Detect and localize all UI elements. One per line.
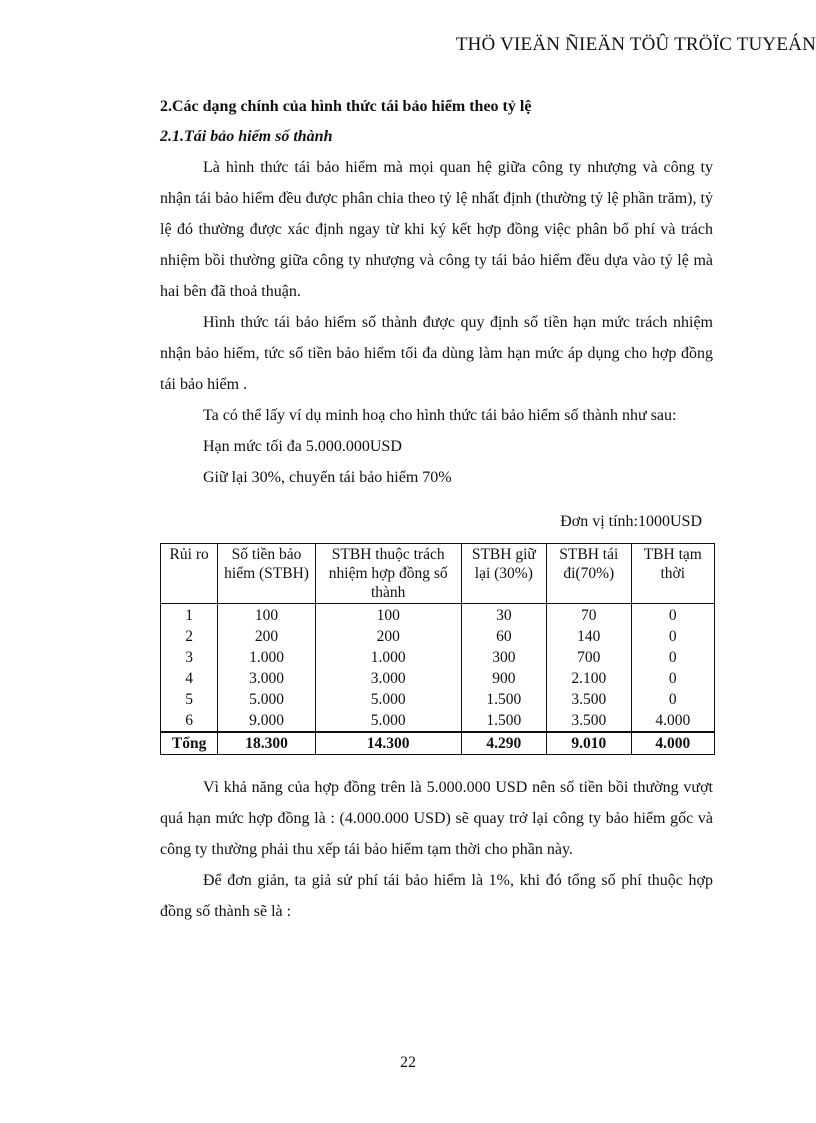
column-header: TBH tạm thời [631, 544, 715, 604]
table-cell: 4 [161, 668, 218, 689]
table-row [161, 710, 715, 732]
document-body [160, 92, 713, 927]
paragraph: Hình thức tái bảo hiểm số thành được quy định số tiền hạn mức trách nhiệm nhận bảo hiểm, tức số tiền bảo hiểm tối đa dùng làm hạn mức áp dụng cho hợp đồng tái bảo hiểm . [160, 314, 713, 393]
table-cell: 900 [461, 668, 546, 689]
table-cell: 9.000 [218, 710, 316, 732]
table-cell: 1.000 [315, 647, 461, 668]
table-header-row [161, 544, 715, 604]
table-row [161, 668, 715, 689]
table-cell: 18.300 [218, 732, 316, 755]
table-cell: 1.500 [461, 689, 546, 710]
paragraph: Để đơn giản, ta giả sử phí tái bảo hiểm là 1%, khi đó tổng số phí thuộc hợp đồng số thành sẽ là : [160, 872, 713, 920]
table-cell: 1.500 [461, 710, 546, 732]
table-cell: 100 [315, 604, 461, 627]
table-row [161, 626, 715, 647]
table-cell: 1.000 [218, 647, 316, 668]
table-cell: 300 [461, 647, 546, 668]
table-cell: 3.000 [315, 668, 461, 689]
table-cell: 9.010 [547, 732, 631, 755]
table-cell: 5.000 [315, 710, 461, 732]
table-cell: 60 [461, 626, 546, 647]
column-header: STBH giữ lại (30%) [461, 544, 546, 604]
table-cell: 200 [315, 626, 461, 647]
table-cell: 0 [631, 604, 715, 627]
table-cell: 4.290 [461, 732, 546, 755]
table-row [161, 689, 715, 710]
table-cell: 0 [631, 626, 715, 647]
column-header: STBH thuộc trách nhiệm hợp đồng số thành [315, 544, 461, 604]
table-cell: 5.000 [218, 689, 316, 710]
table-cell: 0 [631, 689, 715, 710]
table-cell: 6 [161, 710, 218, 732]
table-row [161, 604, 715, 627]
table-cell: 70 [547, 604, 631, 627]
page-number: 22 [400, 1054, 416, 1071]
table-cell: 0 [631, 668, 715, 689]
subsection-title: 2.1.Tái bảo hiểm số thành [160, 128, 333, 145]
reinsurance-table [160, 543, 715, 755]
example-limit-line: Hạn mức tối đa 5.000.000USD [203, 438, 402, 455]
unit-note: Đơn vị tính:1000USD [560, 513, 702, 530]
column-header: STBH tái đi(70%) [547, 544, 631, 604]
table-cell: 0 [631, 647, 715, 668]
table-cell: 3.500 [547, 710, 631, 732]
table-row [161, 647, 715, 668]
table-cell: 3.000 [218, 668, 316, 689]
paragraph: Vì khả năng của hợp đồng trên là 5.000.000 USD nên số tiền bồi thường vượt quá hạn mức hợp đồng là : (4.000.000 USD) sẽ quay trở lại công ty bảo hiểm gốc và công ty thường phải thu xếp tái bảo hiểm tạm thời cho phần này. [160, 779, 713, 858]
table-cell: 700 [547, 647, 631, 668]
table-cell: 4.000 [631, 710, 715, 732]
paragraph: Là hình thức tái bảo hiểm mà mọi quan hệ giữa công ty nhượng và công ty nhận tái bảo hiểm đều được phân chia theo tỷ lệ nhất định (thường tỷ lệ phần trăm), tỷ lệ đó thường được xác định ngay từ khi ký kết hợp đồng việc phân bổ phí và trách nhiệm bồi thường giữa công ty nhượng và công ty tái bảo hiểm đều dựa vào tỷ lệ mà hai bên đã thoả thuận. [160, 159, 713, 300]
table-cell: 14.300 [315, 732, 461, 755]
table-cell: 3 [161, 647, 218, 668]
table-cell: 2.100 [547, 668, 631, 689]
table-total-row [161, 732, 715, 755]
table-cell: 5 [161, 689, 218, 710]
table-cell: 100 [218, 604, 316, 627]
table-cell: 2 [161, 626, 218, 647]
table-cell: Tổng [161, 732, 218, 755]
paragraph: Ta có thể lấy ví dụ minh hoạ cho hình thức tái bảo hiểm số thành như sau: [203, 407, 677, 424]
section-title: 2.Các dạng chính của hình thức tái bảo hiểm theo tỷ lệ [160, 98, 532, 115]
column-header: Số tiền bảo hiểm (STBH) [218, 544, 316, 604]
table-cell: 200 [218, 626, 316, 647]
table-cell: 1 [161, 604, 218, 627]
page-header: THÖ VIEÄN ÑIEÄN TÖÛ TRÖÏC TUYEÁN [455, 34, 816, 55]
table-cell: 140 [547, 626, 631, 647]
table-cell: 30 [461, 604, 546, 627]
table-cell: 5.000 [315, 689, 461, 710]
column-header: Rủi ro [161, 544, 218, 604]
table-cell: 3.500 [547, 689, 631, 710]
example-retention-line: Giữ lại 30%, chuyển tái bảo hiểm 70% [203, 469, 452, 486]
table-cell: 4.000 [631, 732, 715, 755]
